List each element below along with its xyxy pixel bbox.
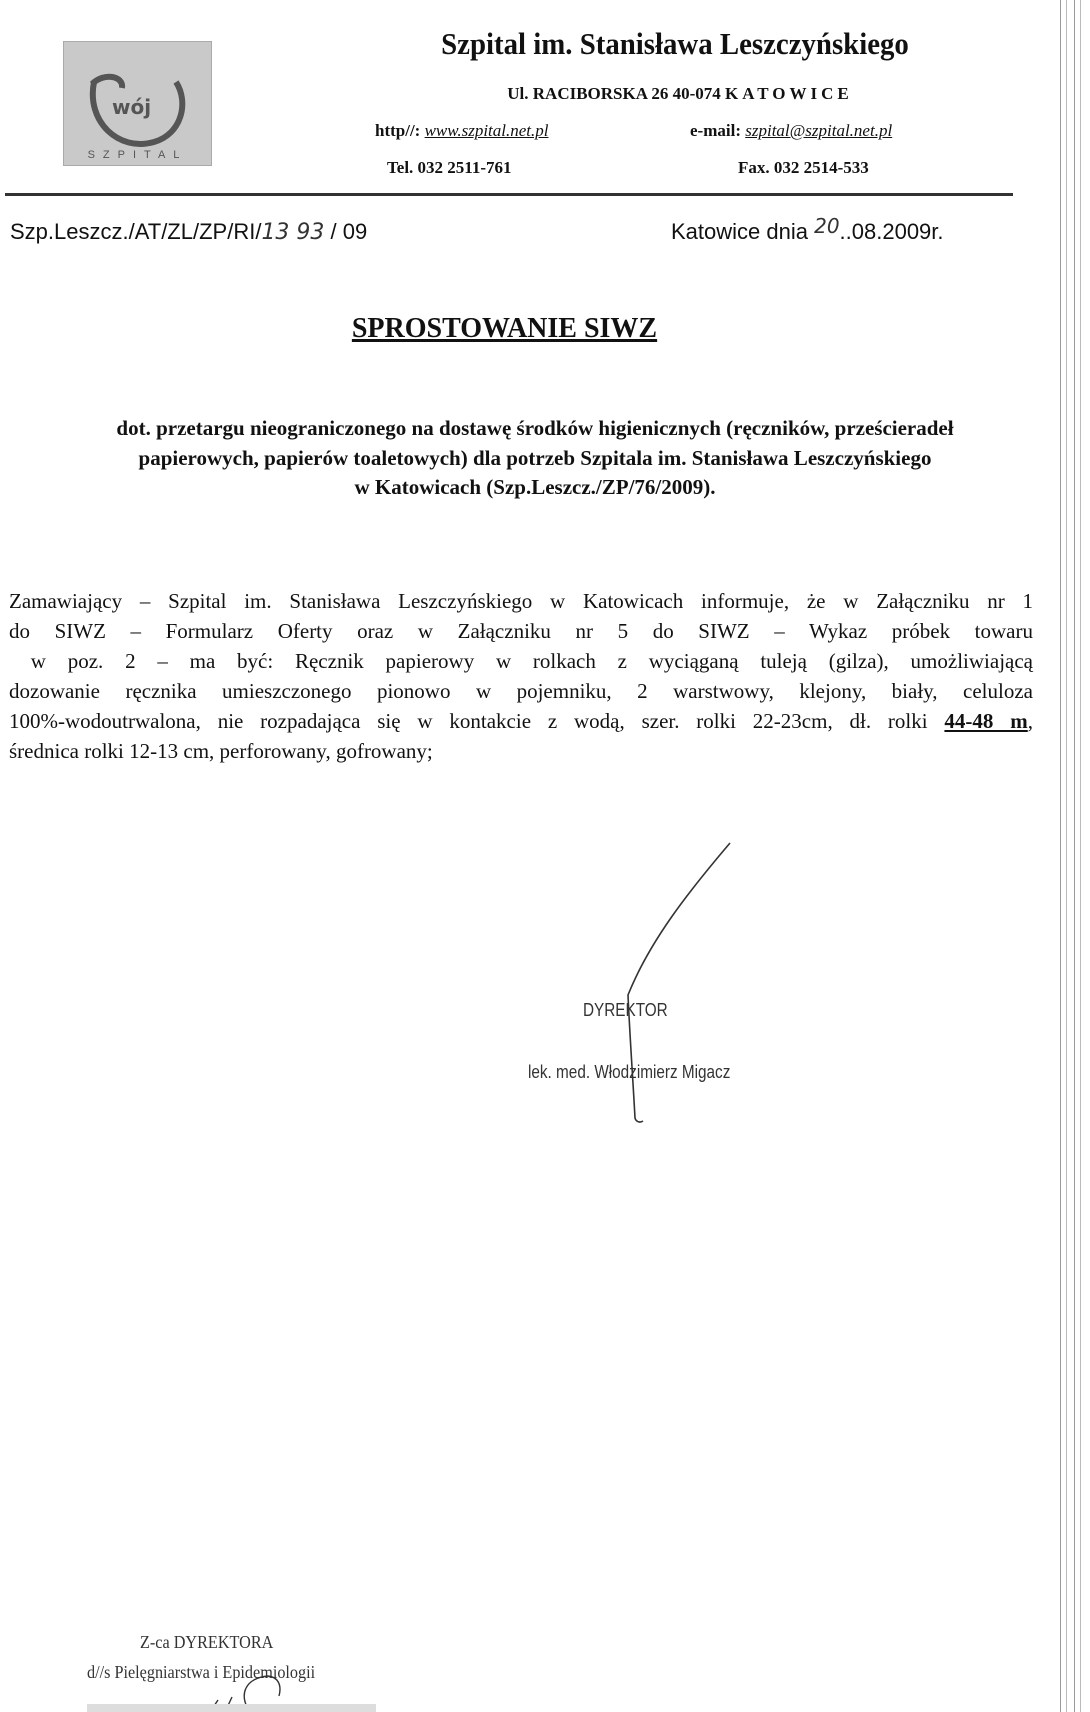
subject-line: dot. przetargu nieograniczonego na dostawę środków higienicznych (ręczników, prześcieradeł xyxy=(116,416,954,440)
website-label: http//: xyxy=(375,121,421,140)
subject-line: papierowych, papierów toaletowych) dla potrzeb Szpitala im. Stanisława Leszczyńskiego xyxy=(138,445,932,470)
address-city: KATOWICE xyxy=(724,84,853,103)
email-link[interactable]: szpital@szpital.net.pl xyxy=(745,121,893,140)
roll-length-emphasis: 44-48 m xyxy=(944,709,1028,733)
hospital-name: Szpital im. Stanisława Leszczyńskiego xyxy=(441,26,909,61)
reference-suffix: / 09 xyxy=(324,219,368,244)
body-line: do SIWZ – Formularz Oferty oraz w Załączniku nr 5 do SIWZ – Wykaz próbek towaru xyxy=(9,619,1033,643)
body-text: , xyxy=(1027,709,1033,733)
body-line: w poz. 2 – ma być: Ręcznik papierowy w rolkach z wyciąganą tuleją (gilza), umożliwiającą xyxy=(9,649,1033,673)
document-heading: SPROSTOWANIE SIWZ xyxy=(351,313,658,344)
date-suffix: ..08.2009r. xyxy=(839,219,944,244)
email-label: e-mail: xyxy=(690,121,741,140)
body-line: średnica rolki 12-13 cm, perforowany, gofrowany; xyxy=(9,739,433,763)
reference-prefix: Szp.Leszcz./AT/ZL/ZP/RI/ xyxy=(10,219,262,244)
body-text: 100%-wodoutrwalona, nie rozpadająca się w kontakcie z wodą, szer. rolki 22-23cm, dł. rolki xyxy=(9,709,945,733)
deputy-subtitle: d//s Pielęgniarstwa i Epidemiologii xyxy=(87,1662,316,1682)
body-line: dozowanie ręcznika umieszczonego pionowo w pojemniku, 2 warstwowy, klejony, biały, celuloza xyxy=(9,679,1033,703)
director-title: DYREKTOR xyxy=(583,1000,668,1020)
telephone: Tel. 032 2511-761 xyxy=(387,158,512,177)
website-link[interactable]: www.szpital.net.pl xyxy=(424,121,549,140)
svg-text:wój: wój xyxy=(112,95,152,119)
scan-edge-line xyxy=(1066,0,1067,1712)
scan-edge-line xyxy=(1080,0,1081,1712)
date-prefix: Katowice dnia xyxy=(671,219,815,244)
director-name: lek. med. Włodzimierz Migacz xyxy=(528,1062,731,1082)
reference-handwritten: 13 93 xyxy=(261,220,325,245)
body-line: Zamawiający – Szpital im. Stanisława Leszczyńskiego w Katowicach informuje, że w Załączniku nr 1 xyxy=(9,589,1033,613)
fax: Fax. 032 2514-533 xyxy=(738,158,869,177)
date-handwritten-day: 20 xyxy=(814,214,840,238)
scan-edge-line xyxy=(1060,0,1061,1712)
address-street: Ul. RACIBORSKA 26 40-074 xyxy=(507,84,721,103)
logo-subtext: SZPITAL xyxy=(87,149,188,161)
scan-edge-line xyxy=(1074,0,1075,1712)
scan-artifact xyxy=(87,1704,376,1712)
subject-line: w Katowicach (Szp.Leszcz./ZP/76/2009). xyxy=(354,475,716,499)
deputy-title: Z-ca DYREKTORA xyxy=(140,1632,274,1652)
